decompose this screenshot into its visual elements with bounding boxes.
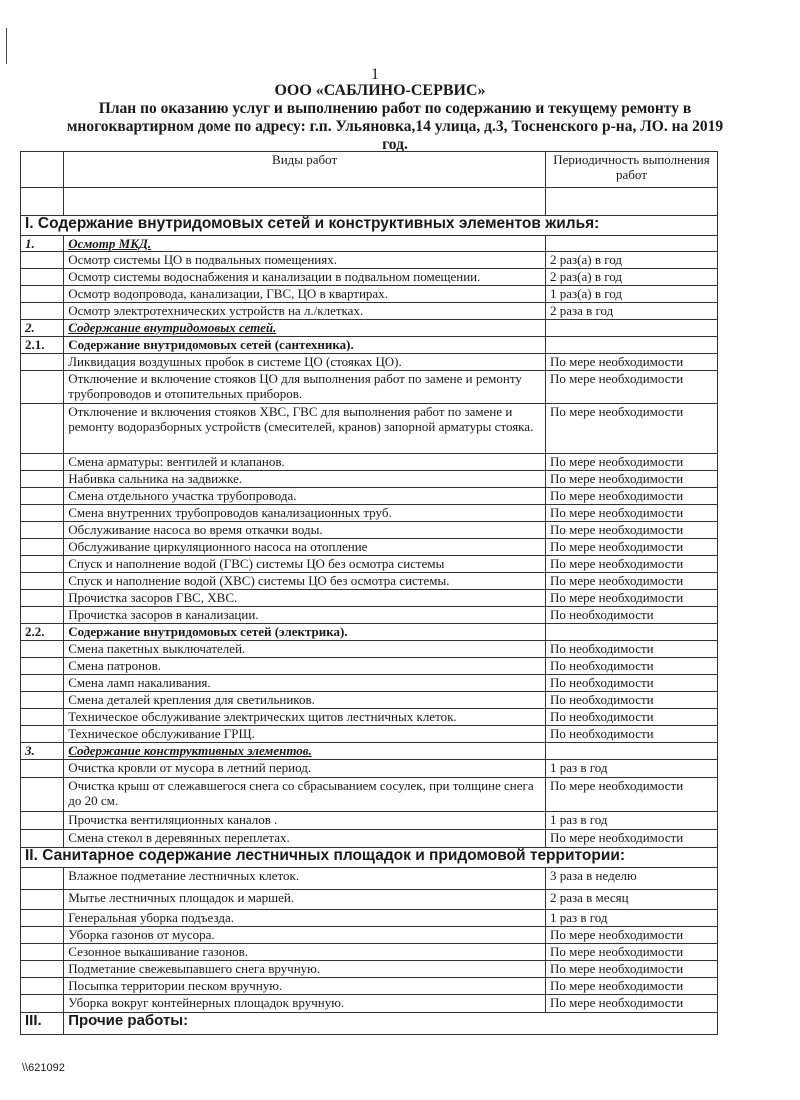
- work-cell: Смена внутренних трубопроводов канализационных труб.: [64, 505, 546, 522]
- section-2-title: II. Санитарное содержание лестничных площадок и придомовой территории:: [21, 848, 718, 868]
- period-cell: По мере необходимости: [545, 522, 717, 539]
- period-cell: 1 раз(а) в год: [545, 286, 717, 303]
- work-cell: Обслуживание циркуляционного насоса на отопление: [64, 539, 546, 556]
- section-3-title: Прочие работы:: [64, 1013, 718, 1035]
- work-cell: Прочистка вентиляционных каналов .: [64, 812, 546, 830]
- period-cell: По мере необходимости: [545, 944, 717, 961]
- table-row: [21, 354, 718, 371]
- table-row: [21, 641, 718, 658]
- group-3-row: [21, 743, 718, 760]
- period-cell: 1 раз в год: [545, 910, 717, 927]
- group-2-title: Содержание внутридомовых сетей.: [64, 320, 546, 337]
- period-cell: По мере необходимости: [545, 927, 717, 944]
- work-cell: Смена патронов.: [64, 658, 546, 675]
- period-cell: 3 раза в неделю: [545, 868, 717, 890]
- table-row: [21, 590, 718, 607]
- group-2-1-row: [21, 337, 718, 354]
- period-cell: По мере необходимости: [545, 505, 717, 522]
- work-cell: Смена арматуры: вентилей и клапанов.: [64, 454, 546, 471]
- period-cell: 1 раз в год: [545, 812, 717, 830]
- work-cell: Прочистка засоров в канализации.: [64, 607, 546, 624]
- work-cell: Осмотр электротехнических устройств на л./клетках.: [64, 303, 546, 320]
- period-cell: По мере необходимости: [545, 454, 717, 471]
- work-cell: Сезонное выкашивание газонов.: [64, 944, 546, 961]
- period-cell: По мере необходимости: [545, 573, 717, 590]
- work-cell: Подметание свежевыпавшего снега вручную.: [64, 961, 546, 978]
- work-cell: Генеральная уборка подъезда.: [64, 910, 546, 927]
- work-cell: Очистка крыш от слежавшегося снега со сбрасыванием сосулек, при толщине снега до 20 см.: [64, 778, 546, 812]
- period-cell: 2 раз(а) в год: [545, 252, 717, 269]
- blank-row: [21, 188, 718, 216]
- work-cell: Спуск и наполнение водой (ГВС) системы ЦО без осмотра системы: [64, 556, 546, 573]
- work-cell: Прочистка засоров ГВС, ХВС.: [64, 590, 546, 607]
- group-2-1-num: 2.1.: [21, 337, 64, 354]
- work-cell: Ликвидация воздушных пробок в системе ЦО (стояках ЦО).: [64, 354, 546, 371]
- section-1-row: [21, 216, 718, 236]
- table-row: [21, 286, 718, 303]
- group-3-title: Содержание конструктивных элементов.: [64, 743, 546, 760]
- work-cell: Техническое обслуживание ГРЩ.: [64, 726, 546, 743]
- period-cell: По мере необходимости: [545, 830, 717, 848]
- work-cell: Смена отдельного участка трубопровода.: [64, 488, 546, 505]
- margin-mark: [6, 28, 7, 64]
- footer-code: \\621092: [22, 1062, 65, 1074]
- table-row: [21, 252, 718, 269]
- table-row: [21, 675, 718, 692]
- work-cell: Отключение и включения стояков ХВС, ГВС для выполнения работ по замене и ремонту водоразборных устройств (смесителей, кранов) запорной арматуры стояка.: [64, 404, 546, 454]
- period-cell: По мере необходимости: [545, 590, 717, 607]
- work-cell: Техническое обслуживание электрических щитов лестничных клеток.: [64, 709, 546, 726]
- work-cell: Смена деталей крепления для светильников.: [64, 692, 546, 709]
- group-1-num: 1.: [21, 236, 64, 252]
- table-row: [21, 471, 718, 488]
- table-row: [21, 910, 718, 927]
- table-row: [21, 927, 718, 944]
- table-row: [21, 522, 718, 539]
- work-cell: Осмотр водопровода, канализации, ГВС, ЦО в квартирах.: [64, 286, 546, 303]
- period-cell: По необходимости: [545, 709, 717, 726]
- period-cell: По мере необходимости: [545, 404, 717, 454]
- period-cell: По мере необходимости: [545, 556, 717, 573]
- period-cell: По мере необходимости: [545, 778, 717, 812]
- header-work: Виды работ: [64, 152, 546, 188]
- table-row: [21, 488, 718, 505]
- page-number: 1: [371, 66, 379, 83]
- period-cell: 2 раза в месяц: [545, 890, 717, 910]
- table-row: [21, 539, 718, 556]
- section-1-title: I. Содержание внутридомовых сетей и конструктивных элементов жилья:: [21, 216, 718, 236]
- table-row: [21, 995, 718, 1013]
- period-cell: По необходимости: [545, 607, 717, 624]
- table-row: [21, 830, 718, 848]
- work-cell: Набивка сальника на задвижке.: [64, 471, 546, 488]
- header-period: Периодичность выполнения работ: [545, 152, 717, 188]
- work-cell: Спуск и наполнение водой (ХВС) системы ЦО без осмотра системы.: [64, 573, 546, 590]
- period-cell: По мере необходимости: [545, 961, 717, 978]
- table-row: [21, 812, 718, 830]
- period-cell: По мере необходимости: [545, 488, 717, 505]
- table-row: [21, 303, 718, 320]
- work-cell: Смена ламп накаливания.: [64, 675, 546, 692]
- work-cell: Очистка кровли от мусора в летний период.: [64, 760, 546, 778]
- work-cell: Осмотр системы ЦО в подвальных помещениях.: [64, 252, 546, 269]
- group-2-num: 2.: [21, 320, 64, 337]
- period-cell: По мере необходимости: [545, 371, 717, 404]
- period-cell: По мере необходимости: [545, 978, 717, 995]
- group-2-1-title: Содержание внутридомовых сетей (сантехника).: [64, 337, 546, 354]
- table-row: [21, 726, 718, 743]
- table-row: [21, 573, 718, 590]
- table-row: [21, 658, 718, 675]
- table-row: [21, 890, 718, 910]
- period-cell: По необходимости: [545, 692, 717, 709]
- table-row: [21, 692, 718, 709]
- table-row: [21, 944, 718, 961]
- work-cell: Уборка вокруг контейнерных площадок вручную.: [64, 995, 546, 1013]
- group-1-row: [21, 236, 718, 252]
- table-row: [21, 709, 718, 726]
- table-row: [21, 978, 718, 995]
- work-cell: Мытье лестничных площадок и маршей.: [64, 890, 546, 910]
- header-num-cell: [21, 152, 64, 188]
- period-cell: По необходимости: [545, 641, 717, 658]
- group-3-num: 3.: [21, 743, 64, 760]
- work-cell: Отключение и включение стояков ЦО для выполнения работ по замене и ремонту трубопроводов и отопительных приборов.: [64, 371, 546, 404]
- works-table: [20, 151, 718, 1035]
- group-2-2-row: [21, 624, 718, 641]
- period-cell: По необходимости: [545, 726, 717, 743]
- work-cell: Смена пакетных выключателей.: [64, 641, 546, 658]
- period-cell: 1 раз в год: [545, 760, 717, 778]
- table-row: [21, 505, 718, 522]
- work-cell: Уборка газонов от мусора.: [64, 927, 546, 944]
- work-cell: Обслуживание насоса во время откачки воды.: [64, 522, 546, 539]
- section-3-num: III.: [21, 1013, 64, 1035]
- table-row: [21, 556, 718, 573]
- work-cell: Посыпка территории песком вручную.: [64, 978, 546, 995]
- work-cell: Влажное подметание лестничных клеток.: [64, 868, 546, 890]
- group-1-title: Осмотр МКД.: [64, 236, 546, 252]
- period-cell: По необходимости: [545, 658, 717, 675]
- table-row: [21, 760, 718, 778]
- period-cell: По мере необходимости: [545, 471, 717, 488]
- table-header-row: [21, 152, 718, 188]
- section-3-row: [21, 1013, 718, 1035]
- plan-title: План по оказанию услуг и выполнению работ по содержанию и текущему ремонту в многоквартирном доме по адресу: г.п. Ульяновка,14 улица, д.3, Тосненского р-на, ЛО. на 2019 год.: [66, 100, 724, 153]
- table-row: [21, 371, 718, 404]
- organization-name: ООО «САБЛИНО-СЕРВИС»: [274, 82, 486, 99]
- table-row: [21, 607, 718, 624]
- table-row: [21, 961, 718, 978]
- period-cell: 2 раза в год: [545, 303, 717, 320]
- group-2-2-title: Содержание внутридомовых сетей (электрика).: [64, 624, 546, 641]
- group-2-2-num: 2.2.: [21, 624, 64, 641]
- table-row: [21, 868, 718, 890]
- period-cell: По необходимости: [545, 675, 717, 692]
- period-cell: По мере необходимости: [545, 539, 717, 556]
- table-row: [21, 404, 718, 454]
- work-cell: Смена стекол в деревянных переплетах.: [64, 830, 546, 848]
- section-2-row: [21, 848, 718, 868]
- period-cell: По мере необходимости: [545, 354, 717, 371]
- table-row: [21, 778, 718, 812]
- group-2-row: [21, 320, 718, 337]
- work-cell: Осмотр системы водоснабжения и канализации в подвальном помещении.: [64, 269, 546, 286]
- period-cell: По мере необходимости: [545, 995, 717, 1013]
- table-row: [21, 269, 718, 286]
- period-cell: 2 раз(а) в год: [545, 269, 717, 286]
- table-row: [21, 454, 718, 471]
